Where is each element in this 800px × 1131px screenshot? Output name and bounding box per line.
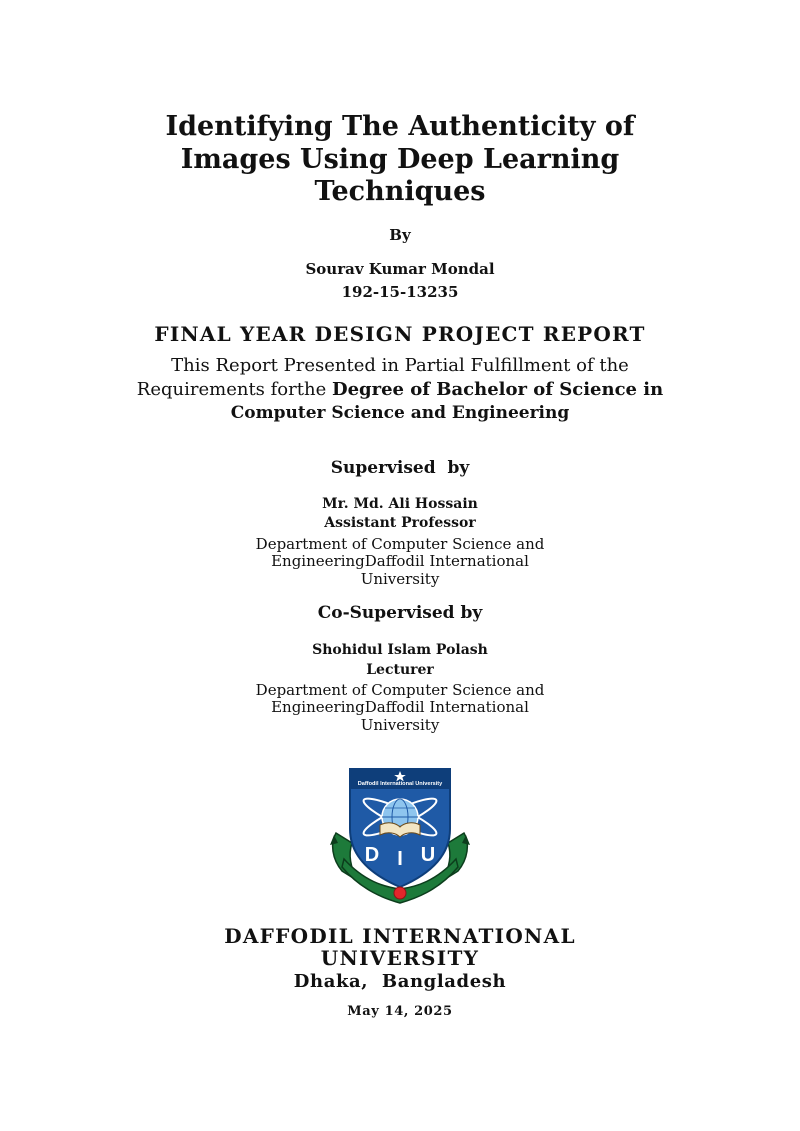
- presented-line-2: [0, 379, 800, 400]
- report-type-heading: FINAL YEAR DESIGN PROJECT REPORT: [154, 322, 646, 346]
- co-supervisor-dept-line-1: Department of Computer Science and: [255, 681, 545, 699]
- presented-line-3: Computer Science and Engineering: [230, 403, 570, 423]
- logo-letter-d: D: [364, 844, 380, 866]
- presented-line-2-plain: Requirements forthe: [136, 379, 332, 400]
- logo-letter-i: I: [397, 848, 403, 870]
- co-supervisor-dept-line-3: University: [360, 716, 440, 734]
- university-name-line-1: DAFFODIL INTERNATIONAL: [224, 924, 576, 948]
- presented-line-1: This Report Presented in Partial Fulfillment of the: [171, 355, 629, 376]
- co-supervisor-heading: Co-Supervised by: [317, 603, 483, 623]
- by-label: By: [389, 226, 411, 244]
- university-logo: [328, 763, 472, 909]
- presented-line-2-degree: Degree of Bachelor of Science in: [331, 379, 664, 400]
- university-location: Dhaka, Bangladesh: [293, 971, 507, 992]
- supervisor-dept-line-3: University: [360, 570, 440, 588]
- supervisor-dept-line-1: Department of Computer Science and: [255, 535, 545, 553]
- logo-letter-u: U: [420, 844, 436, 866]
- supervisor-dept-line-2: EngineeringDaffodil International: [271, 552, 529, 570]
- report-date: May 14, 2025: [347, 1004, 453, 1019]
- title-line-3: Techniques: [314, 176, 486, 207]
- title-line-2: Images Using Deep Learning: [180, 144, 620, 175]
- co-supervisor-dept-line-2: EngineeringDaffodil International: [271, 698, 529, 716]
- supervisor-heading: Supervised by: [330, 458, 470, 478]
- co-supervisor-role: Lecturer: [366, 662, 434, 678]
- author-name: Sourav Kumar Mondal: [305, 260, 495, 278]
- logo-banner-text: Daffodil International University: [357, 781, 443, 787]
- student-id: 192-15-13235: [341, 283, 459, 301]
- logo-red-dot: [394, 887, 406, 899]
- supervisor-name: Mr. Md. Ali Hossain: [322, 496, 478, 512]
- co-supervisor-name: Shohidul Islam Polash: [312, 642, 488, 658]
- university-name-line-2: UNIVERSITY: [320, 946, 480, 970]
- supervisor-role: Assistant Professor: [324, 515, 476, 531]
- title-line-1: Identifying The Authenticity of: [165, 111, 635, 142]
